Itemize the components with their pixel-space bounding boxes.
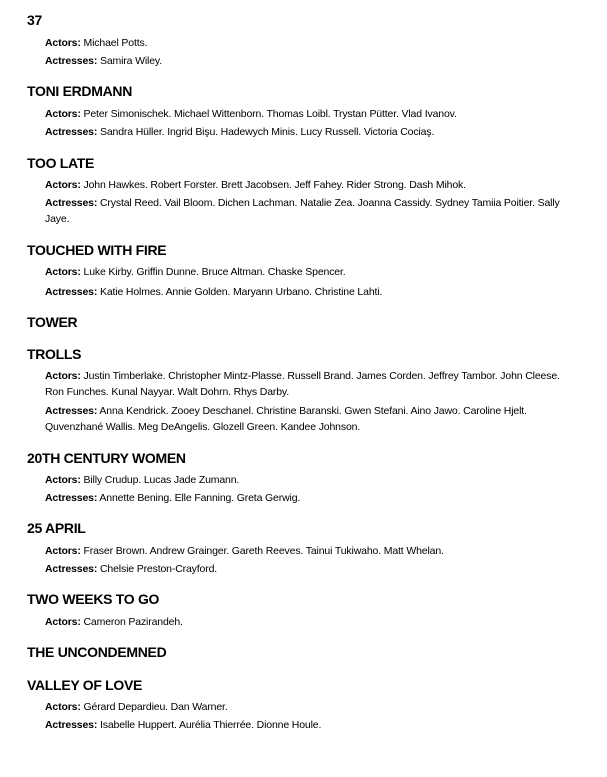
actors-names: Cameron Pazirandeh. bbox=[83, 616, 183, 628]
actresses-label: Actresses: bbox=[45, 197, 98, 209]
film-title: TOUCHED WITH FIRE bbox=[27, 242, 167, 258]
actors-line bbox=[45, 699, 580, 715]
actresses-names: Chelsie Preston-Crayford. bbox=[99, 563, 218, 575]
actors-label: Actors: bbox=[45, 37, 81, 49]
actors-label: Actors: bbox=[45, 108, 81, 120]
actors-label: Actors: bbox=[45, 266, 81, 278]
actresses-line bbox=[45, 403, 580, 435]
film-title: 20TH CENTURY WOMEN bbox=[27, 450, 186, 466]
actors-names: Fraser Brown. Andrew Grainger. Gareth Reeves. Tainui Tukiwaho. Matt Whelan. bbox=[83, 545, 444, 557]
film-title: TWO WEEKS TO GO bbox=[27, 591, 160, 607]
actresses-label: Actresses: bbox=[45, 286, 98, 298]
film-title: 25 APRIL bbox=[27, 520, 86, 536]
actors-label: Actors: bbox=[45, 616, 81, 628]
actresses-names: Anna Kendrick. Zooey Deschanel. Christine Baranski. Gwen Stefani. Aino Jawo. Caroline Hjelt. Quvenzhané Wallis. Meg DeAngelis. Glozell Green. Kandee Johnson. bbox=[45, 405, 527, 433]
actresses-names: Crystal Reed. Vail Bloom. Dichen Lachman. Natalie Zea. Joanna Cassidy. Sydney Tamiia Poitier. Sally Jaye. bbox=[45, 197, 560, 225]
actresses-names: Annette Bening. Elle Fanning. Greta Gerwig. bbox=[99, 492, 301, 504]
actors-line bbox=[45, 35, 580, 51]
actors-label: Actors: bbox=[45, 545, 81, 557]
actors-line bbox=[45, 614, 580, 630]
actresses-line bbox=[45, 717, 580, 733]
actresses-label: Actresses: bbox=[45, 405, 98, 417]
film-title: 37 bbox=[27, 12, 42, 28]
film-title: TOO LATE bbox=[27, 155, 95, 171]
actors-names: Michael Potts. bbox=[83, 37, 148, 49]
actresses-names: Sandra Hüller. Ingrid Bişu. Hadewych Minis. Lucy Russell. Victoria Cociaş. bbox=[99, 126, 435, 138]
actors-line bbox=[45, 264, 580, 280]
actresses-line bbox=[45, 124, 580, 140]
actors-names: Peter Simonischek. Michael Wittenborn. Thomas Loibl. Trystan Pütter. Vlad Ivanov. bbox=[83, 108, 457, 120]
actresses-names: Samira Wiley. bbox=[99, 55, 163, 67]
actresses-line bbox=[45, 561, 580, 577]
film-title: TOWER bbox=[27, 314, 78, 330]
actors-label: Actors: bbox=[45, 370, 81, 382]
actresses-names: Katie Holmes. Annie Golden. Maryann Urbano. Christine Lahti. bbox=[99, 286, 383, 298]
actresses-label: Actresses: bbox=[45, 55, 98, 67]
actors-label: Actors: bbox=[45, 701, 81, 713]
actresses-label: Actresses: bbox=[45, 492, 98, 504]
film-title: THE UNCONDEMNED bbox=[27, 644, 167, 660]
actors-line bbox=[45, 543, 580, 559]
actresses-label: Actresses: bbox=[45, 563, 98, 575]
actresses-names: Isabelle Huppert. Aurélia Thierrée. Dionne Houle. bbox=[99, 719, 322, 731]
actresses-label: Actresses: bbox=[45, 126, 98, 138]
actors-line bbox=[45, 472, 580, 488]
actresses-line bbox=[45, 195, 580, 227]
actresses-label: Actresses: bbox=[45, 719, 98, 731]
actors-names: Gérard Depardieu. Dan Warner. bbox=[83, 701, 228, 713]
film-title: TONI ERDMANN bbox=[27, 83, 133, 99]
actors-line bbox=[45, 177, 580, 193]
actors-names: Justin Timberlake. Christopher Mintz-Plasse. Russell Brand. James Corden. Jeffrey Tambor. John Cleese. Ron Funches. Kunal Nayyar. Walt Dohrn. Rhys Darby. bbox=[45, 370, 560, 398]
actors-names: Luke Kirby. Griffin Dunne. Bruce Altman. Chaske Spencer. bbox=[83, 266, 346, 278]
actresses-line bbox=[45, 284, 580, 300]
film-title: VALLEY OF LOVE bbox=[27, 677, 143, 693]
actors-line bbox=[45, 106, 580, 122]
actresses-line bbox=[45, 490, 580, 506]
actresses-line bbox=[45, 53, 580, 69]
film-title: TROLLS bbox=[27, 346, 82, 362]
actors-names: John Hawkes. Robert Forster. Brett Jacobsen. Jeff Fahey. Rider Strong. Dash Mihok. bbox=[83, 179, 466, 191]
actors-line bbox=[45, 368, 580, 400]
actors-label: Actors: bbox=[45, 179, 81, 191]
actors-names: Billy Crudup. Lucas Jade Zumann. bbox=[83, 474, 240, 486]
actors-label: Actors: bbox=[45, 474, 81, 486]
